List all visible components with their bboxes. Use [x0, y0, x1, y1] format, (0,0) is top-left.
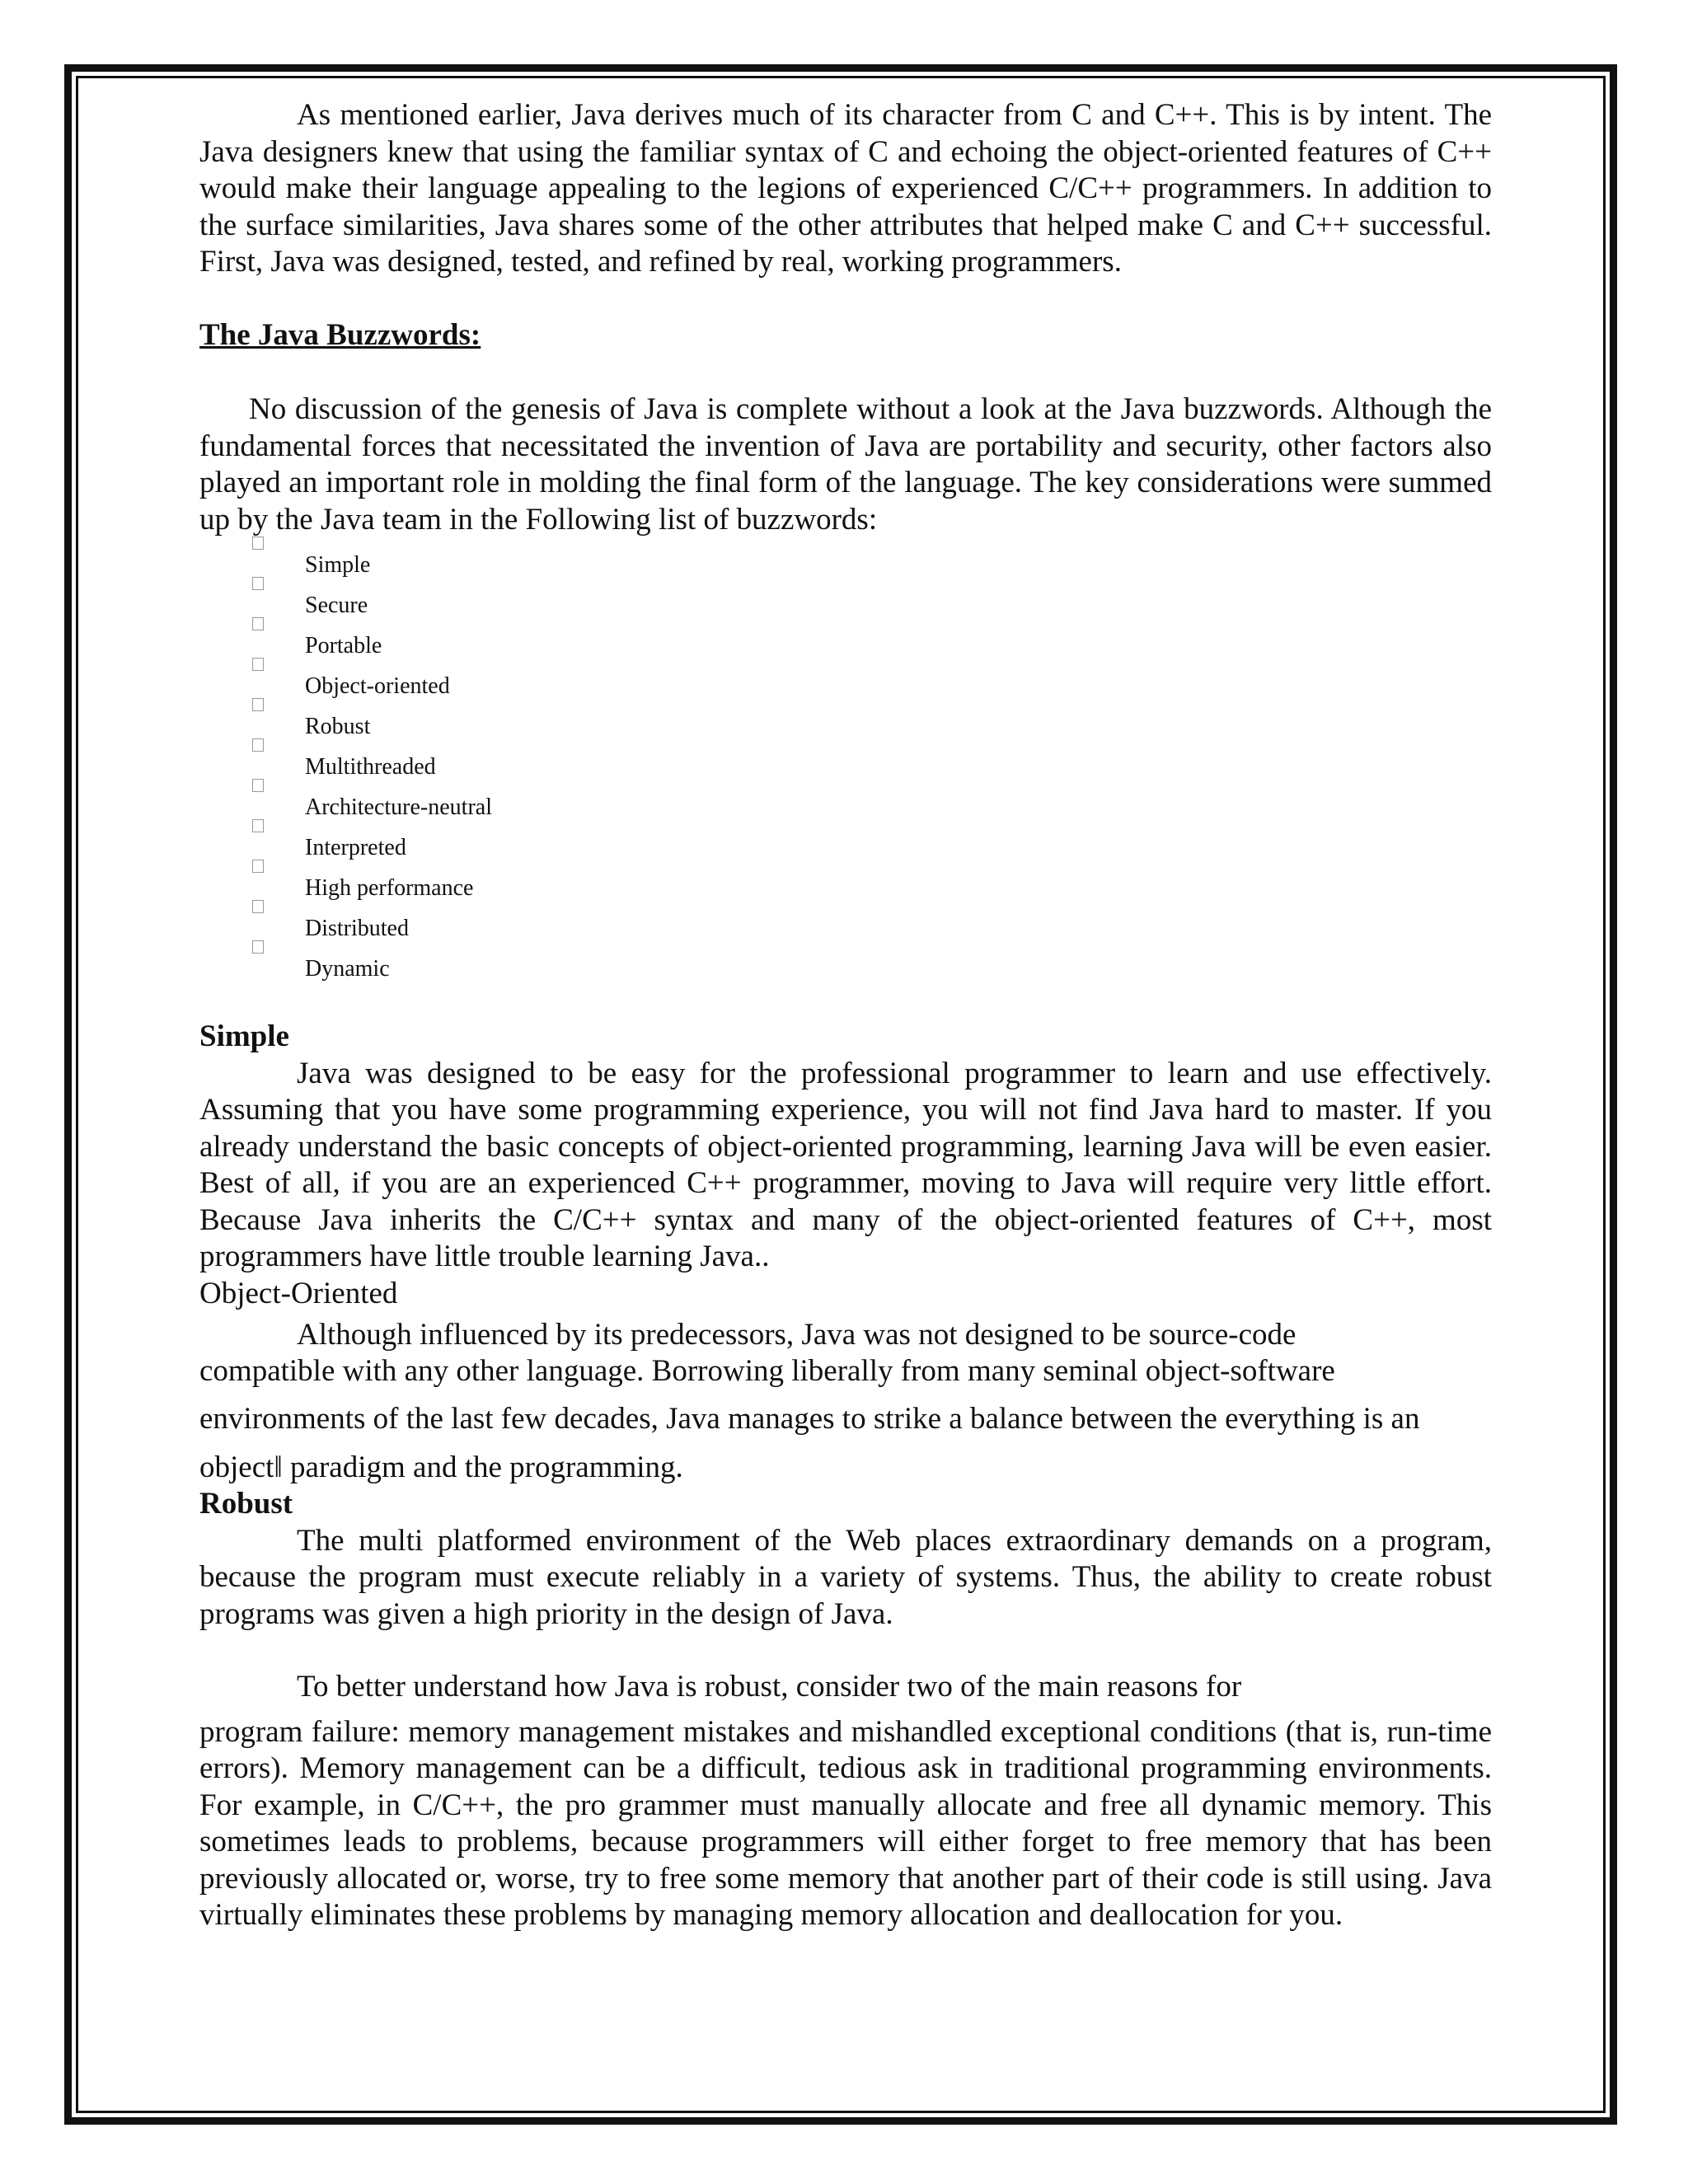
oo-line-2: compatible with any other language. Borrowing liberally from many seminal object-software [199, 1354, 1335, 1388]
oo-line-4: object‖ paradigm and the programming. [199, 1450, 683, 1484]
robust-heading: Robust [199, 1487, 293, 1521]
list-item: Simple [199, 538, 1492, 579]
object-oriented-heading: Object-Oriented [199, 1276, 398, 1310]
checkbox-glyph-icon [252, 698, 264, 711]
list-item: Multithreaded [199, 740, 1492, 780]
checkbox-glyph-icon [252, 577, 264, 590]
checkbox-glyph-icon [252, 819, 264, 832]
robust-line-2: To better understand how Java is robust, consider two of the main reasons for [297, 1670, 1242, 1704]
list-item: Distributed [199, 902, 1492, 942]
list-item: Dynamic [199, 942, 1492, 982]
intro-paragraph: As mentioned earlier, Java derives much of its character from C and C++. This is by intent. The Java designers knew that using the familiar syntax of C and echoing the object-oriented features of C++ would make their language appealing to the legions of experienced C/C++ programmers. In addition to the surface similarities, Java shares some of the other attributes that helped make C and C++ successful. First, Java was designed, tested, and refined by real, working programmers. [199, 98, 1492, 279]
oo-line-1: Although influenced by its predecessors, Java was not designed to be source-code [297, 1318, 1296, 1352]
list-item: Object-oriented [199, 659, 1492, 700]
checkbox-glyph-icon [252, 617, 264, 630]
simple-paragraph: Java was designed to be easy for the professional programmer to learn and use effectively. Assuming that you have some programming experience, you will not find Java hard to master. If you already understand the basic concepts of object-oriented programming, learning Java will be even easier. Best of all, if you are an experienced C++ programmer, moving to Java will require very little effort. Because Java inherits the C/C++ syntax and many of the object-oriented features of C++, most programmers have little trouble learning Java.. [199, 1056, 1492, 1273]
buzzwords-paragraph: No discussion of the genesis of Java is complete without a look at the Java buzzwords. Although the fundamental forces that necessitated the invention of Java are portability and security, other factors also played an important role in molding the final form of the language. The key considerations were summed up by the Java team in the Following list of buzzwords: [199, 392, 1492, 537]
checkbox-glyph-icon [252, 779, 264, 792]
buzzwords-heading: The Java Buzzwords: [199, 317, 481, 352]
checkbox-glyph-icon [252, 738, 264, 752]
robust-paragraph-3: program failure: memory management mistakes and mishandled exceptional conditions (that is, run-time errors). Memory management can be a difficult, tedious ask in traditional programming environments. For example, in C/C++, the pro grammer must manually allocate and free all dynamic memory. This sometimes leads to problems, because programmers will either forget to free memory that has been previously allocated or, worse, try to free some memory that another part of their code is still using. Java virtually eliminates these problems by managing memory allocation and deallocation for you. [199, 1714, 1492, 1932]
checkbox-glyph-icon [252, 537, 264, 550]
list-item: High performance [199, 861, 1492, 902]
list-item: Secure [199, 579, 1492, 619]
buzzwords-list [199, 538, 1492, 982]
checkbox-glyph-icon [252, 900, 264, 913]
oo-line-3: environments of the last few decades, Java manages to strike a balance between the everything is an [199, 1402, 1420, 1436]
list-item: Portable [199, 619, 1492, 659]
list-item: Robust [199, 700, 1492, 740]
robust-paragraph-1: The multi platformed environment of the Web places extraordinary demands on a program, because the program must execute reliably in a variety of systems. Thus, the ability to create robust programs was given a high priority in the design of Java. [199, 1523, 1492, 1631]
simple-heading: Simple [199, 1019, 289, 1053]
checkbox-glyph-icon [252, 658, 264, 671]
list-item: Interpreted [199, 821, 1492, 861]
list-item: Architecture-neutral [199, 780, 1492, 821]
checkbox-glyph-icon [252, 940, 264, 954]
document-body [199, 97, 1492, 1934]
checkbox-glyph-icon [252, 860, 264, 873]
